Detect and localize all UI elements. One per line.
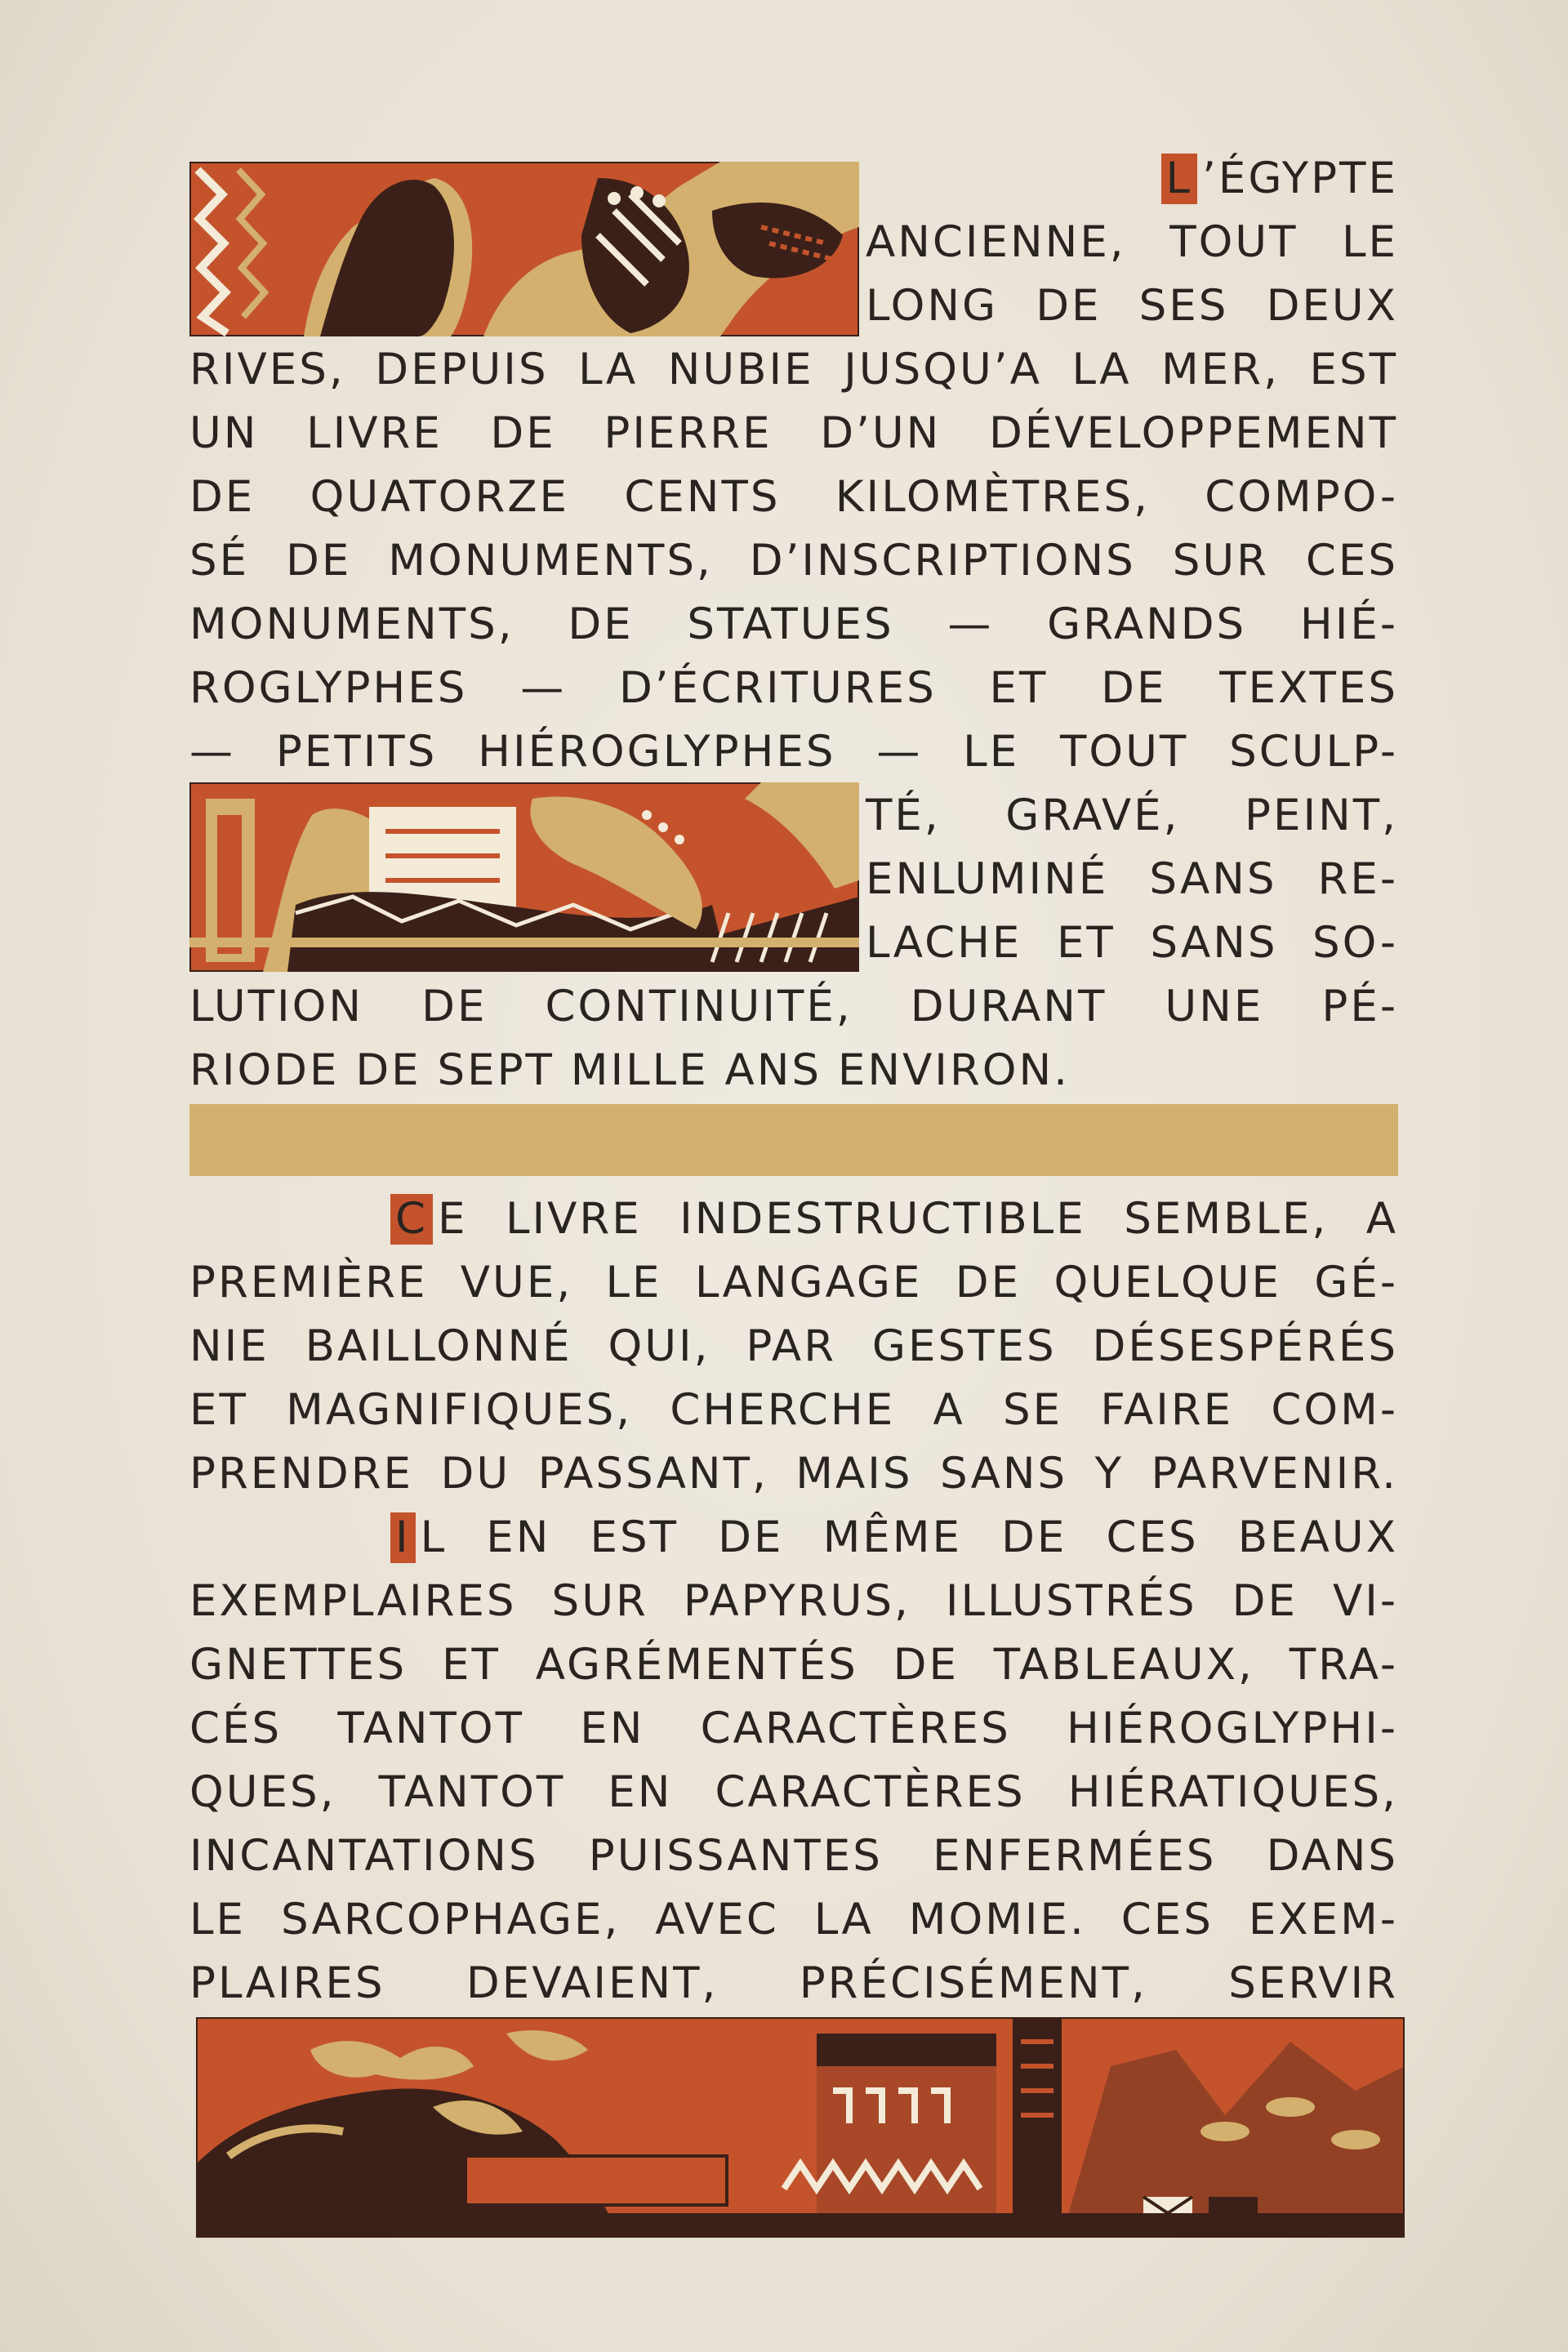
text-line: L ’ÉGYPTE: [866, 150, 1398, 207]
text-line: UN LIVRE DE PIERRE D’UN DÉVELOPPEMENT: [189, 408, 1398, 458]
text-line: ANCIENNE, TOUT LE: [866, 217, 1398, 267]
text-line: PRENDRE DU PASSANT, MAIS SANS Y PARVENIR.: [189, 1449, 1398, 1499]
drop-cap-c: C: [390, 1194, 433, 1245]
text-line: PREMIÈRE VUE, LE LANGAGE DE QUELQUE GÉ-: [189, 1258, 1398, 1307]
text-line: I L EN EST DE MÊME DE CES BEAUX: [390, 1509, 1398, 1566]
text-line: NIE BAILLONNÉ QUI, PAR GESTES DÉSESPÉRÉS: [189, 1321, 1398, 1371]
vignette-bottom-illustration: [196, 2017, 1405, 2238]
text-line: SÉ DE MONUMENTS, D’INSCRIPTIONS SUR CES: [189, 536, 1398, 586]
vignette-top-illustration: [189, 162, 859, 336]
drop-cap-i: I: [390, 1512, 416, 1563]
text-line: ROGLYPHES — D’ÉCRITURES ET DE TEXTES: [189, 663, 1398, 713]
drop-cap-l: L: [1161, 154, 1198, 204]
ochre-separator-band: [189, 1104, 1398, 1176]
text-line: MONUMENTS, DE STATUES — GRANDS HIÉ-: [189, 599, 1398, 649]
text-line: CÉS TANTOT EN CARACTÈRES HIÉROGLYPHI-: [189, 1704, 1398, 1753]
text-line: LE SARCOPHAGE, AVEC LA MOMIE. CES EXEM-: [189, 1895, 1398, 1944]
text-line: LONG DE SES DEUX: [866, 281, 1398, 331]
text-line: LUTION DE CONTINUITÉ, DURANT UNE PÉ-: [189, 982, 1398, 1031]
vignette-middle-illustration: [189, 782, 859, 972]
text-line: INCANTATIONS PUISSANTES ENFERMÉES DANS: [189, 1831, 1398, 1881]
text-line: ET MAGNIFIQUES, CHERCHE A SE FAIRE COM-: [189, 1385, 1398, 1435]
text-line: PLAIRES DEVAIENT, PRÉCISÉMENT, SERVIR: [189, 1958, 1398, 2008]
text-line: ENLUMINÉ SANS RE-: [866, 854, 1398, 904]
text-line: — PETITS HIÉROGLYPHES — LE TOUT SCULP-: [189, 727, 1398, 777]
text-line: C E LIVRE INDESTRUCTIBLE SEMBLE, A: [390, 1191, 1398, 1248]
text-line: RIVES, DEPUIS LA NUBIE JUSQU’A LA MER, EST: [189, 345, 1398, 394]
text-line: GNETTES ET AGRÉMENTÉS DE TABLEAUX, TRA-: [189, 1640, 1398, 1690]
text-line: RIODE DE SEPT MILLE ANS ENVIRON.: [189, 1045, 1070, 1095]
text-line: DE QUATORZE CENTS KILOMÈTRES, COMPO-: [189, 472, 1398, 522]
text-line: QUES, TANTOT EN CARACTÈRES HIÉRATIQUES,: [189, 1767, 1398, 1817]
text-line: EXEMPLAIRES SUR PAPYRUS, ILLUSTRÉS DE VI-: [189, 1576, 1398, 1626]
text-line: LACHE ET SANS SO-: [866, 918, 1398, 968]
text-line: TÉ, GRAVÉ, PEINT,: [866, 791, 1398, 840]
